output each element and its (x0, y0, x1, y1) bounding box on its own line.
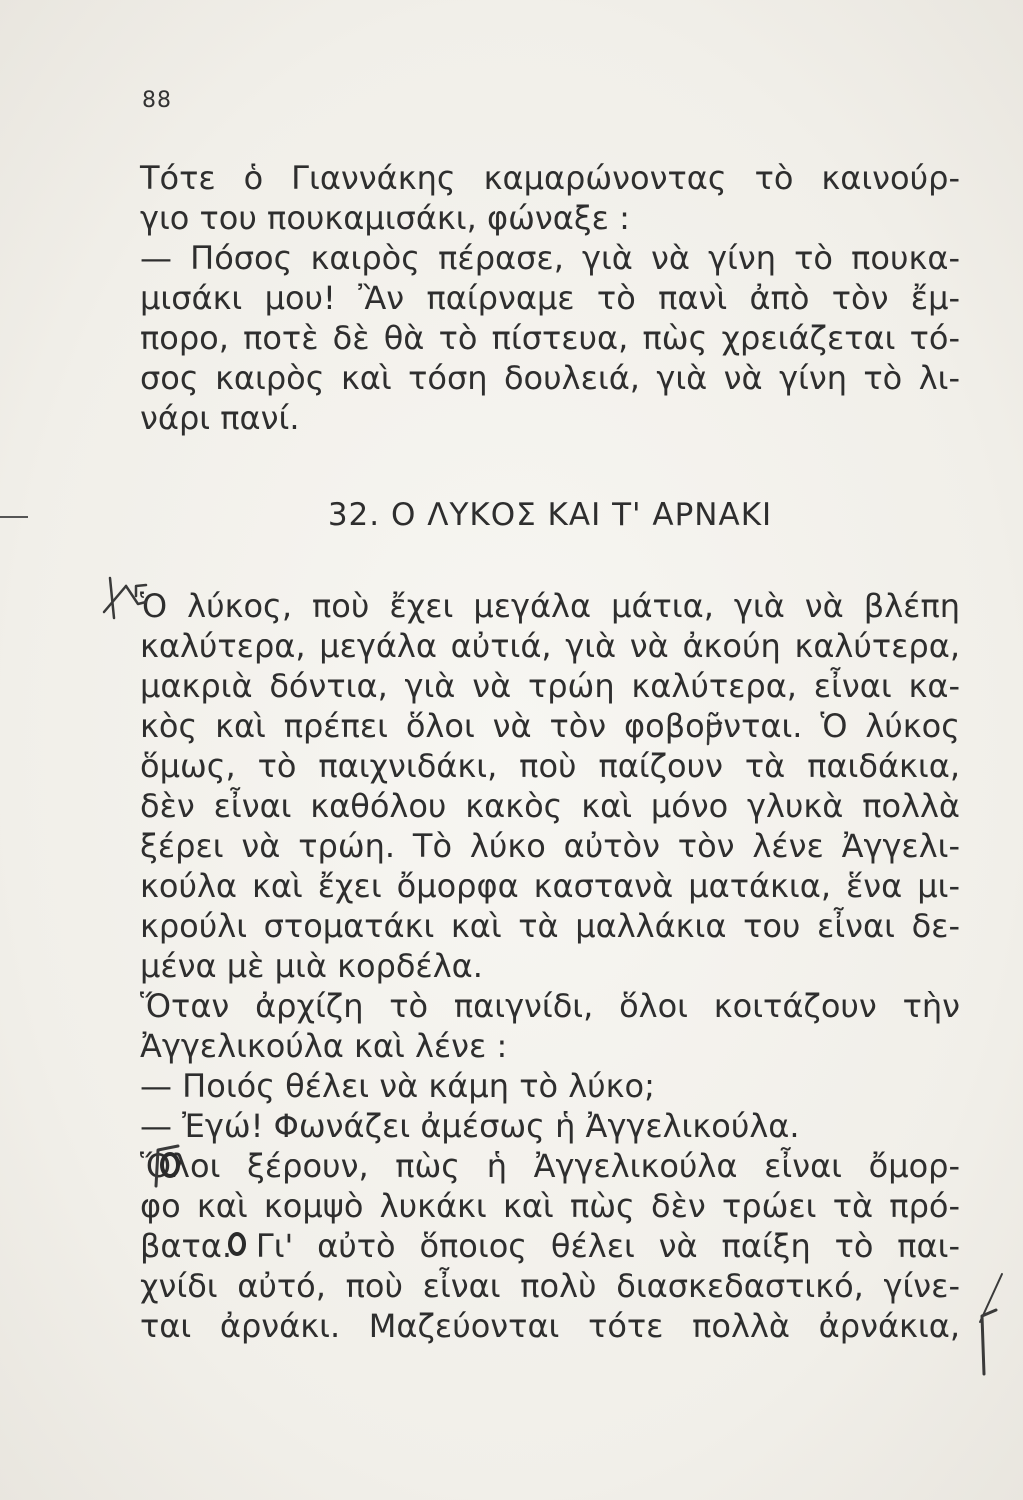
paragraph3-line: Ὅταν ἀρχίζη τὸ παιγνίδι, ὅλοι κοιτάζουν τὴν (140, 987, 960, 1025)
paragraph2-line: Ὁ λύκος, ποὺ ἔχει μεγάλα μάτια, γιὰ νὰ βλέπη (140, 587, 960, 625)
paragraph2-line: μακριὰ δόντια, γιὰ νὰ τρώη καλύτερα, εἶναι κα- (140, 667, 960, 705)
paragraph2-line: δὲν εἶναι καθόλου κακὸς καὶ μόνο γλυκὰ πολλὰ (140, 787, 960, 825)
paragraph2-line: μένα μὲ μιὰ κορδέλα. (140, 947, 483, 985)
paragraph1-line: σος καιρὸς καὶ τόση δουλειά, γιὰ νὰ γίνη τὸ λι- (140, 359, 960, 397)
paragraph3-line: Ὅλοι ξέρουν, πὼς ἡ Ἀγγελικούλα εἶναι ὄμορ- (140, 1147, 960, 1185)
paragraph2-line: καλύτερα, μεγάλα αὐτιά, γιὰ νὰ ἀκούη καλύτερα, (140, 627, 960, 665)
page-number: 88 (142, 88, 172, 113)
margin-dash (0, 516, 28, 518)
section-heading: 32. Ο ΛΥΚΟΣ ΚΑΙ Τ' ΑΡΝΑΚΙ (327, 497, 773, 533)
pencil-paragraph-mark (96, 572, 156, 632)
paragraph3-line: ται ἀρνάκι. Μαζεύονται τότε πολλὰ ἀρνάκια, (140, 1307, 960, 1345)
pencil-paragraph-mark (703, 718, 725, 746)
pencil-period-mark (226, 1230, 248, 1258)
paragraph1-line: μισάκι μου! Ἂν παίρναμε τὸ πανὶ ἀπὸ τὸν ἔμ- (140, 279, 960, 317)
paragraph2-line: κούλα καὶ ἔχει ὄμορφα καστανὰ ματάκια, ἕνα μι- (140, 867, 960, 905)
paragraph1-line: — Πόσος καιρὸς πέρασε, γιὰ νὰ γίνη τὸ πουκα- (140, 239, 960, 277)
paragraph3-line: — Ἐγώ! Φωνάζει ἀμέσως ἡ Ἀγγελικούλα. (140, 1107, 800, 1145)
paragraph3-line: φο καὶ κομψὸ λυκάκι καὶ πὼς δὲν τρώει τὰ πρό- (140, 1187, 960, 1225)
paragraph2-line: ξέρει νὰ τρώη. Τὸ λύκο αὐτὸν τὸν λένε Ἀγγελι- (140, 827, 960, 865)
paragraph3-line: βατα. Γι' αὐτὸ ὅποιος θέλει νὰ παίξη τὸ παι- (140, 1227, 960, 1265)
paragraph3-line: χνίδι αὐτό, ποὺ εἶναι πολὺ διασκεδαστικό, γίνε- (140, 1267, 960, 1305)
pencil-paragraph-mark (966, 1270, 1006, 1380)
pencil-period-mark (158, 1150, 182, 1180)
paragraph2-line: ὅμως, τὸ παιχνιδάκι, ποὺ παίζουν τὰ παιδάκια, (140, 747, 960, 785)
paragraph1-line: γιο του πουκαμισάκι, φώναξε : (140, 199, 630, 237)
paragraph2-line: κὸς καὶ πρέπει ὅλοι νὰ τὸν φοβοῦνται. Ὁ λύκος (140, 707, 960, 745)
paragraph3-line: — Ποιός θέλει νὰ κάμη τὸ λύκο; (140, 1067, 655, 1105)
paragraph1-line: πορο, ποτὲ δὲ θὰ τὸ πίστευα, πὼς χρειάζεται τό- (140, 319, 960, 357)
paragraph2-line: κρούλι στοματάκι καὶ τὰ μαλλάκια του εἶναι δε- (140, 907, 960, 945)
paragraph1-line: Τότε ὁ Γιαννάκης καμαρώνοντας τὸ καινούρ- (140, 159, 960, 197)
paragraph3-line: Ἀγγελικούλα καὶ λένε : (140, 1027, 508, 1065)
paragraph1-line: νάρι πανί. (140, 399, 300, 437)
